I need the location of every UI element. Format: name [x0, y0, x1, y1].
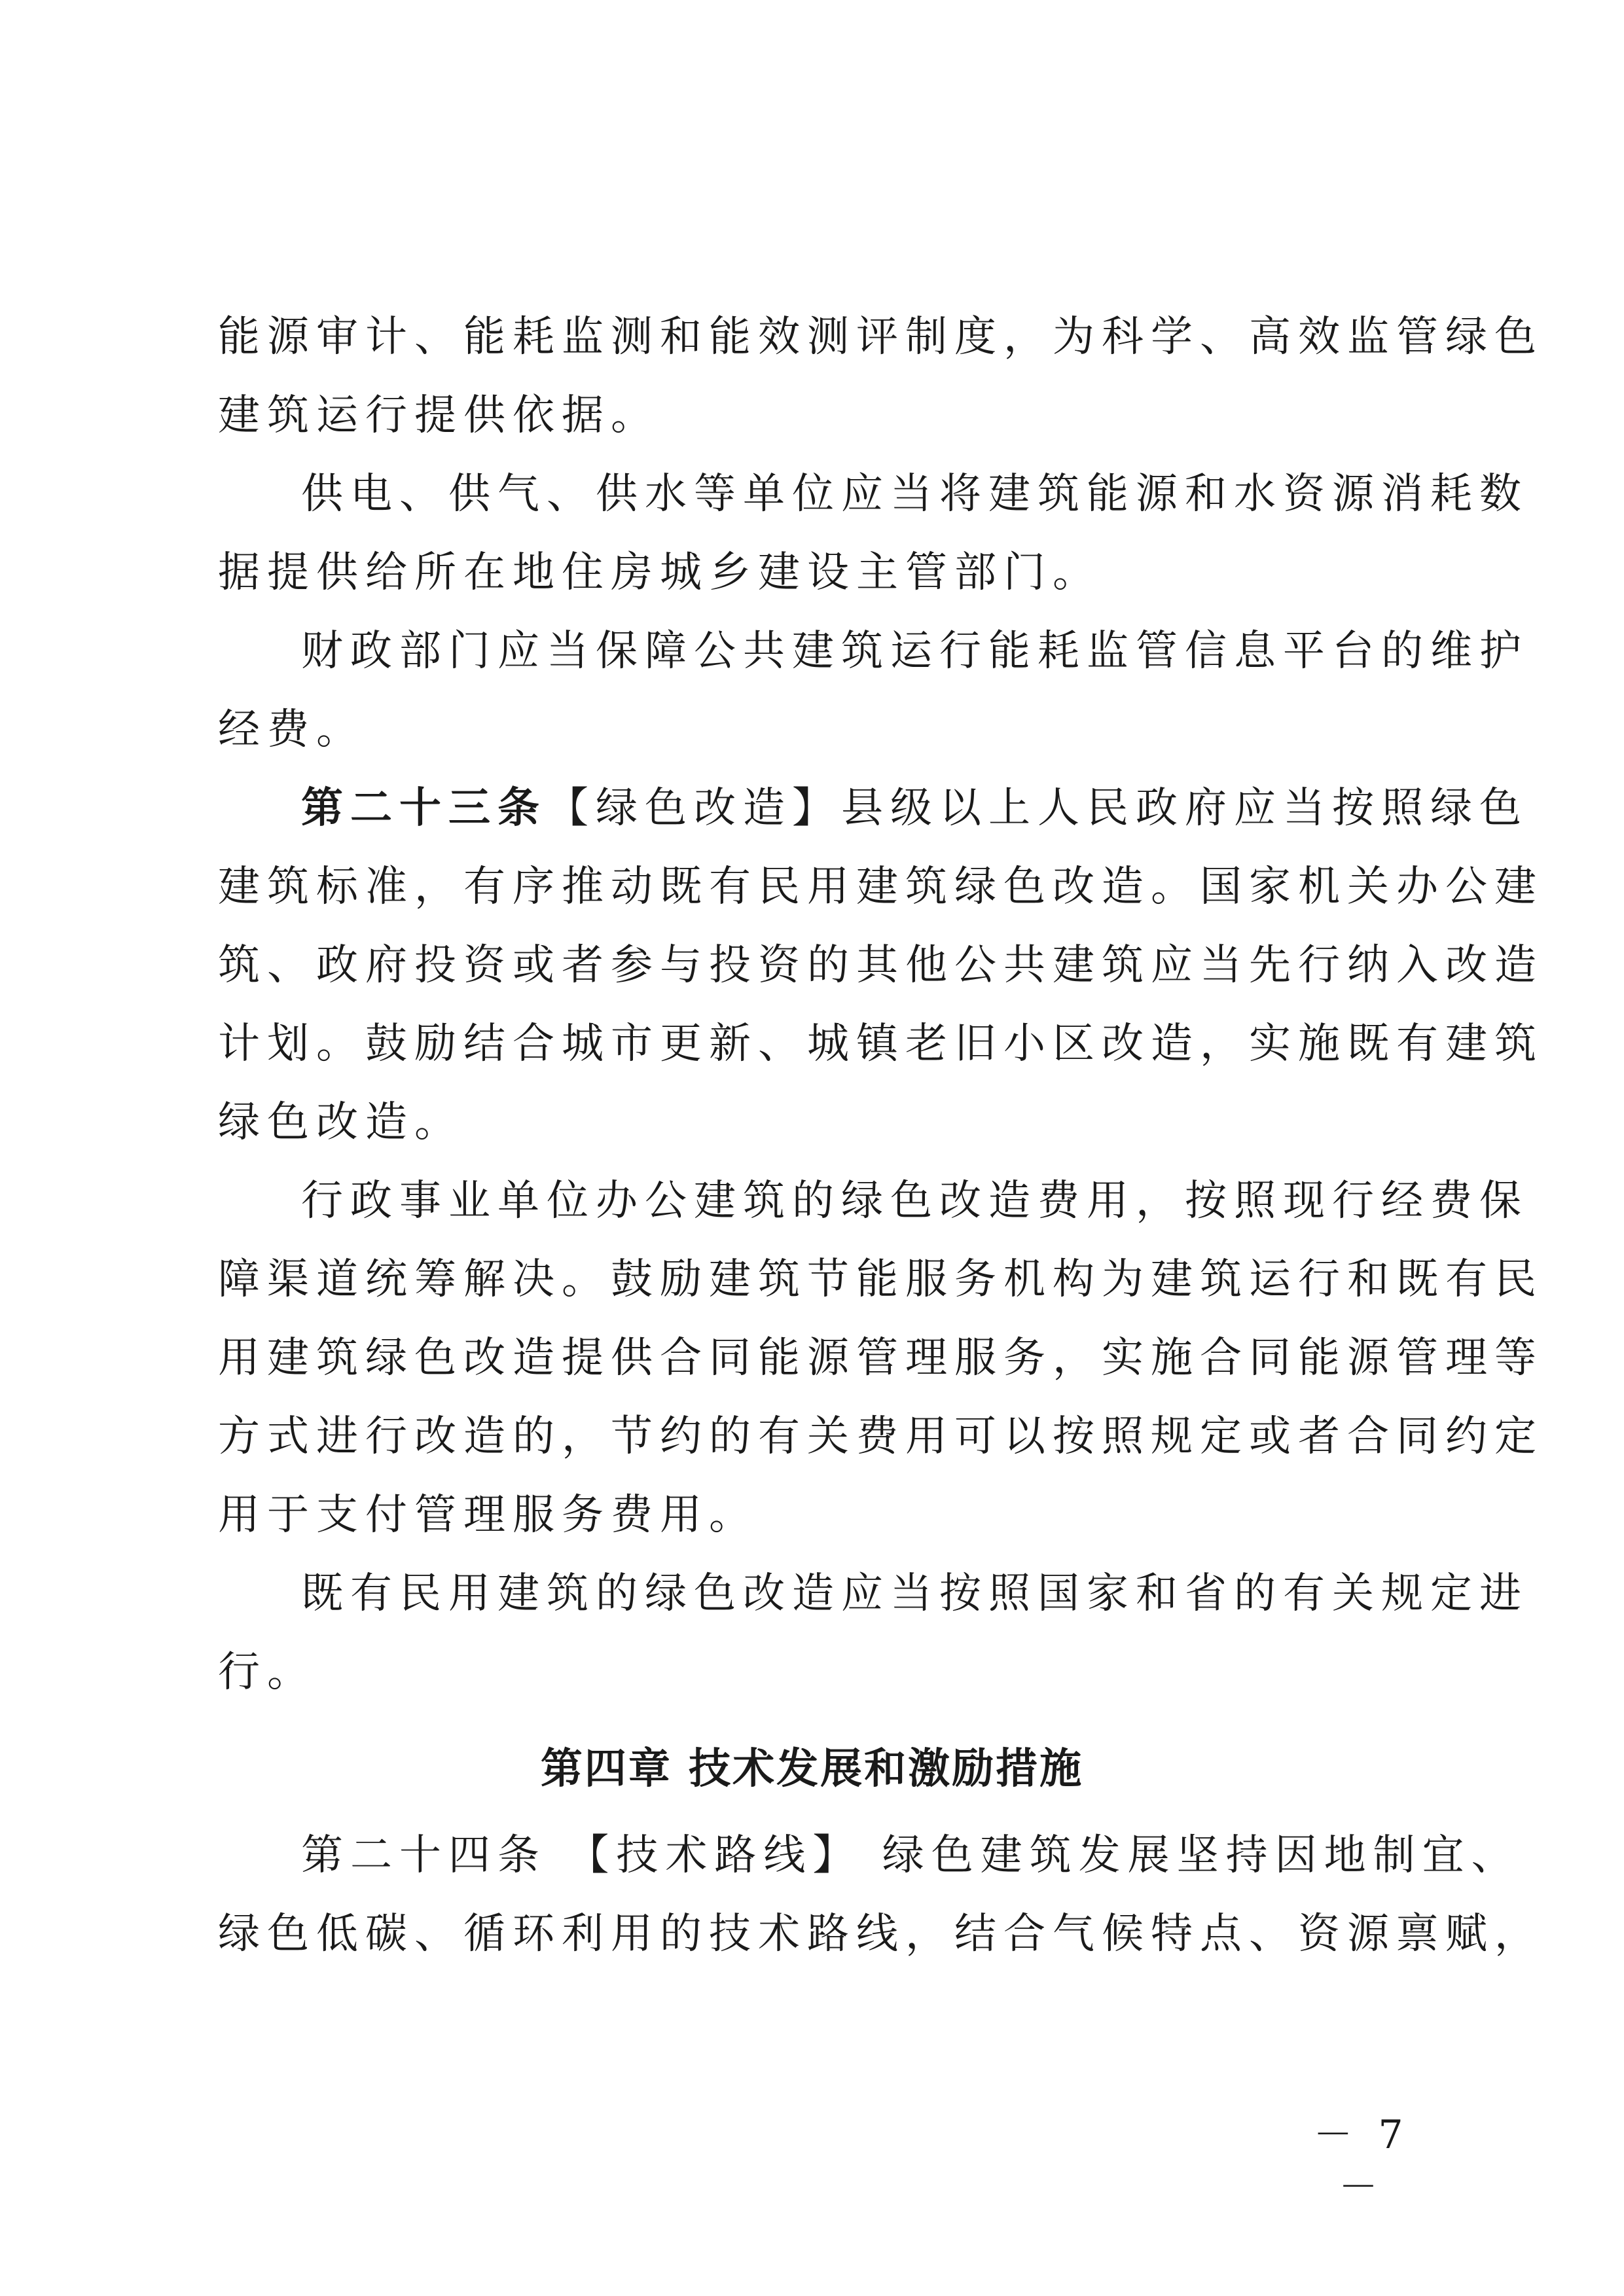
paragraph-5-line-2: 障渠道统筹解决。鼓励建筑节能服务机构为建筑运行和既有民	[218, 1255, 1543, 1304]
paragraph-6-line-1: 既有民用建筑的绿色改造应当按照国家和省的有关规定进	[301, 1570, 1528, 1618]
paragraph-3-line-1: 财政部门应当保障公共建筑运行能耗监管信息平台的维护	[301, 627, 1528, 675]
page-number: － 7 －	[1313, 2112, 1410, 2210]
article-23-line-3: 筑、政府投资或者参与投资的其他公共建筑应当先行纳入改造	[218, 941, 1543, 990]
paragraph-3-line-2: 经费。	[218, 706, 365, 754]
article-24-line-2: 绿色低碳、循环利用的技术路线，结合气候特点、资源禀赋，	[218, 1910, 1543, 1958]
paragraph-5-line-4: 方式进行改造的，节约的有关费用可以按照规定或者合同约定	[218, 1412, 1543, 1461]
paragraph-6-line-2: 行。	[218, 1648, 316, 1696]
article-23-line-1	[301, 782, 1528, 834]
article-23-line-4: 计划。鼓励结合城市更新、城镇老旧小区改造，实施既有建筑	[218, 1020, 1543, 1068]
paragraph-1-line-1: 能源审计、能耗监测和能效测评制度，为科学、高效监管绿色	[218, 313, 1543, 361]
paragraph-5-line-5: 用于支付管理服务费用。	[218, 1491, 758, 1539]
article-23-line-1-text: 【绿色改造】县级以上人民政府应当按照绿色	[547, 784, 1528, 833]
article-23-line-2: 建筑标准，有序推动既有民用建筑绿色改造。国家机关办公建	[218, 863, 1543, 911]
paragraph-5-line-1: 行政事业单位办公建筑的绿色改造费用，按照现行经费保	[301, 1177, 1528, 1225]
paragraph-1-line-2: 建筑运行提供依据。	[218, 391, 660, 440]
article-23-heading: 第二十三条	[301, 784, 547, 833]
paragraph-2-line-1: 供电、供气、供水等单位应当将建筑能源和水资源消耗数	[301, 470, 1528, 518]
article-23-line-5: 绿色改造。	[218, 1098, 463, 1147]
article-24-line-1: 第二十四条 【技术路线】 绿色建筑发展坚持因地制宜、	[301, 1831, 1521, 1880]
paragraph-5-line-3: 用建筑绿色改造提供合同能源管理服务，实施合同能源管理等	[218, 1334, 1543, 1382]
paragraph-2-line-2: 据提供给所在地住房城乡建设主管部门。	[218, 548, 1102, 597]
chapter-title: 第四章 技术发展和激励措施	[540, 1745, 1084, 1793]
